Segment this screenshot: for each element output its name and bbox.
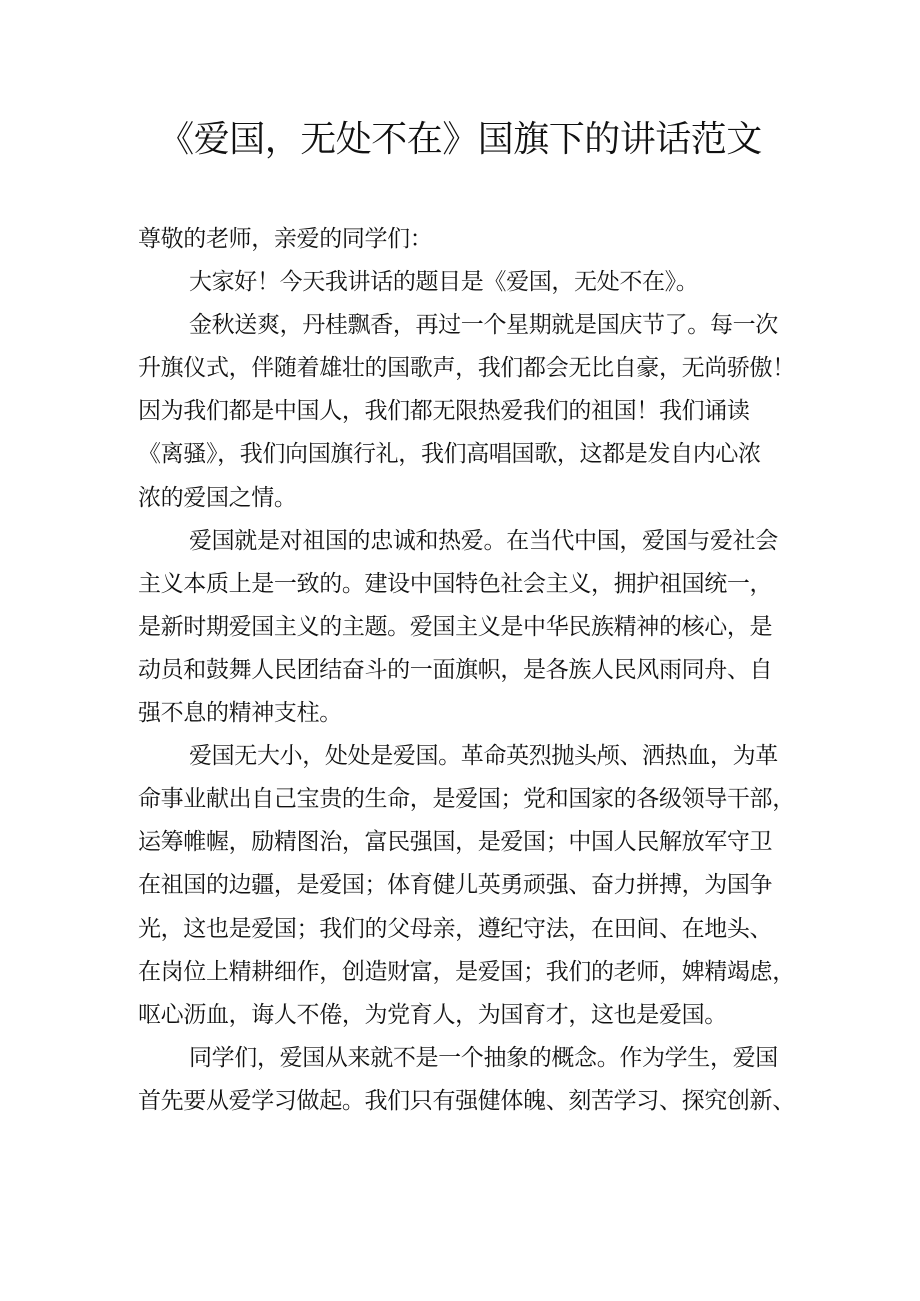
body-line: 动员和鼓舞人民团结奋斗的一面旗帜，是各族人民风雨同舟、自 [138,656,773,683]
document-body [138,218,795,1123]
body-line: 呕心沥血，诲人不倦，为党育人，为国育才，这也是爱国。 [138,1001,727,1028]
body-line: 因为我们都是中国人，我们都无限热爱我们的祖国！我们诵读 [138,398,750,425]
body-line: 主义本质上是一致的。建设中国特色社会主义，拥护祖国统一， [138,570,773,597]
body-line: 《离骚》，我们向国旗行礼，我们高唱国歌，这都是发自内心浓 [138,441,761,468]
body-line: 升旗仪式，伴随着雄壮的国歌声，我们都会无比自豪，无尚骄傲！ [138,355,795,382]
body-line: 在岗位上精耕细作，创造财富，是爱国；我们的老师，婢精竭虑， [138,958,795,985]
body-line: 光，这也是爱国；我们的父母亲，遵纪守法，在田间、在地头、 [138,915,773,942]
body-line: 同学们，爱国从来就不是一个抽象的概念。作为学生，爱国 [189,1044,778,1071]
body-line: 运筹帷幄，励精图治，富民强国，是爱国；中国人民解放军守卫 [138,829,773,856]
body-line: 爱国就是对祖国的忠诚和热爱。在当代中国，爱国与爱社会 [189,527,778,554]
body-line: 是新时期爱国主义的主题。爱国主义是中华民族精神的核心，是 [138,613,773,640]
document-title: 《爱国，无处不在》国旗下的讲话范文 [158,119,762,160]
body-line: 浓的爱国之情。 [138,484,297,511]
body-line: 首先要从爱学习做起。我们只有强健体魄、刻苦学习、探究创新、 [138,1087,795,1114]
body-line: 尊敬的老师，亲爱的同学们： [138,226,433,252]
body-line: 大家好！今天我讲话的题目是《爱国，无处不在》。 [189,269,699,296]
body-line: 爱国无大小，处处是爱国。革命英烈抛头颅、洒热血，为革 [189,743,778,770]
body-line: 在祖国的边疆，是爱国；体育健儿英勇顽强、奋力拼搏，为国争 [138,872,773,899]
body-line: 金秋送爽，丹桂飘香，再过一个星期就是国庆节了。每一次 [189,312,778,339]
body-line: 命事业献出自己宝贵的生命，是爱国；党和国家的各级领导干部， [138,786,795,813]
body-line: 强不息的精神支柱。 [138,700,342,727]
